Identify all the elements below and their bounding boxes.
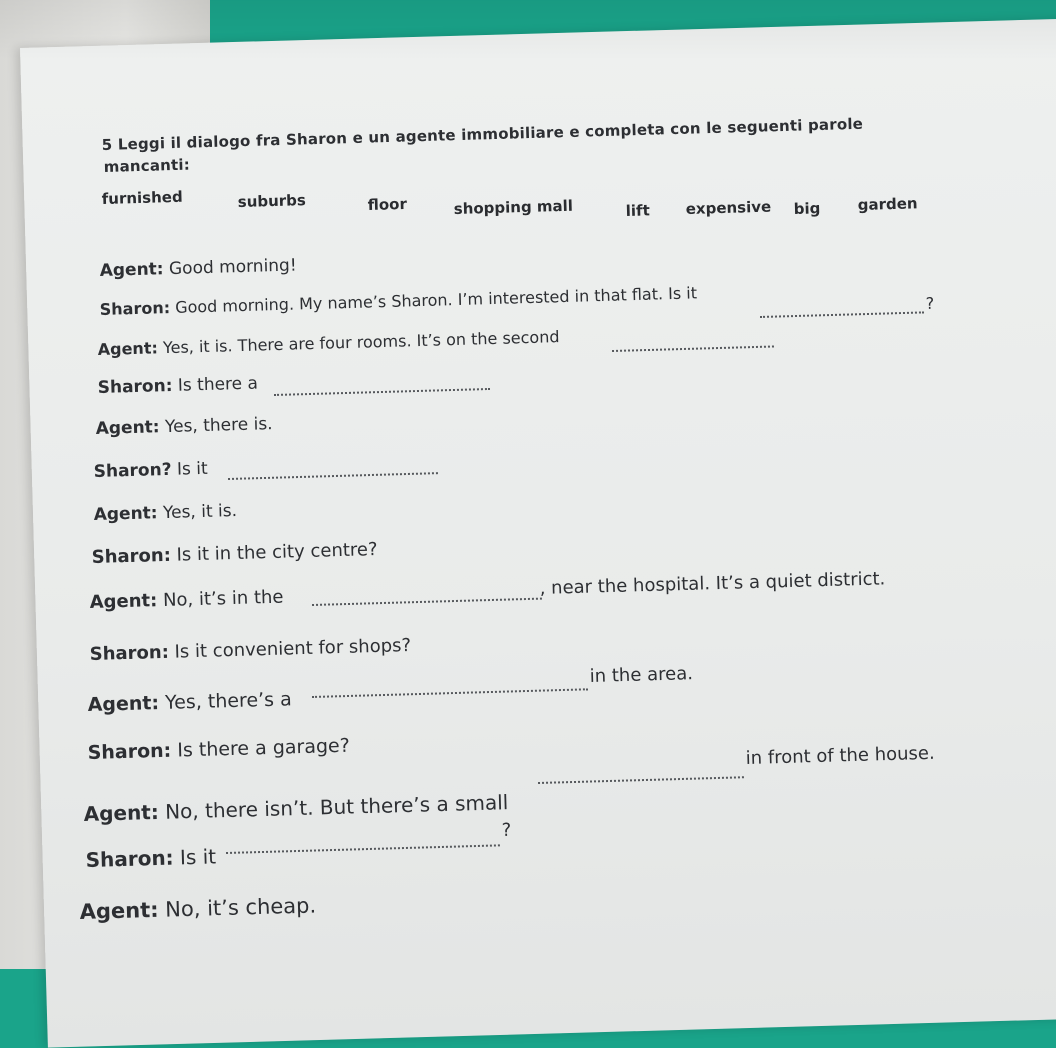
speaker-label: Sharon: xyxy=(97,375,173,398)
speaker-label: Sharon: xyxy=(85,845,174,872)
line-text: Is it in the city centre? xyxy=(176,539,378,566)
line-text: Yes, there’s a xyxy=(164,688,293,714)
line-text: Is it xyxy=(176,458,208,480)
line-text: Is there a garage? xyxy=(176,734,351,762)
line-suffix: in the area. xyxy=(589,663,694,687)
word-bank-item: garden xyxy=(857,194,918,214)
speaker-label: Agent: xyxy=(79,897,159,924)
dialogue-line xyxy=(93,459,207,482)
line-suffix: ? xyxy=(925,293,935,313)
speaker-label: Agent: xyxy=(87,692,160,716)
line-text: No, it’s cheap. xyxy=(164,893,317,922)
word-bank-item: furnished xyxy=(101,187,183,208)
speaker-label: Sharon: xyxy=(99,298,171,319)
line-suffix: in front of the house. xyxy=(745,742,935,769)
exercise-number: 5 xyxy=(101,135,113,154)
line-text: Yes, there is. xyxy=(164,414,273,438)
speaker-label: Sharon: xyxy=(87,739,172,764)
line-text: Is there a xyxy=(177,373,259,396)
line-text: No, there isn’t. But there’s a small xyxy=(164,790,509,824)
word-bank-item: big xyxy=(793,199,821,218)
line-text: Good morning! xyxy=(168,255,297,280)
line-text: Yes, it is. There are four rooms. It’s on the second xyxy=(162,327,560,358)
word-bank-item: shopping mall xyxy=(453,196,574,218)
word-bank-item: lift xyxy=(625,201,650,220)
speaker-label: Sharon: xyxy=(89,641,170,665)
speaker-label: Sharon: xyxy=(91,544,172,568)
speaker-label: Agent: xyxy=(97,338,159,359)
instruction-text: Leggi il dialogo fra Sharon e un agente immobiliare e completa con le seguenti parole xyxy=(117,114,864,154)
line-text: Yes, it is. xyxy=(162,501,238,524)
speaker-label: Agent: xyxy=(89,590,158,613)
speaker-label: Agent: xyxy=(99,259,164,281)
speaker-label: Agent: xyxy=(93,503,158,525)
dialogue-line xyxy=(93,501,237,525)
speaker-label: Agent: xyxy=(95,417,160,439)
exercise-instruction-line2: mancanti: xyxy=(103,155,191,176)
word-bank-item: floor xyxy=(367,194,408,214)
word-bank-item: suburbs xyxy=(237,191,307,211)
dialogue-line xyxy=(85,844,216,872)
line-text: Good morning. My name’s Sharon. I’m interested in that flat. Is it xyxy=(174,283,698,317)
speaker-label: Sharon? xyxy=(93,459,172,482)
line-text: No, it’s in the xyxy=(162,586,284,611)
line-suffix: , near the hospital. It’s a quiet district. xyxy=(539,568,886,599)
line-text: Is it xyxy=(179,844,217,870)
line-text: Is it convenient for shops? xyxy=(174,635,412,663)
word-bank-item: expensive xyxy=(685,197,772,218)
speaker-label: Agent: xyxy=(83,799,160,826)
line-suffix: ? xyxy=(501,819,512,841)
